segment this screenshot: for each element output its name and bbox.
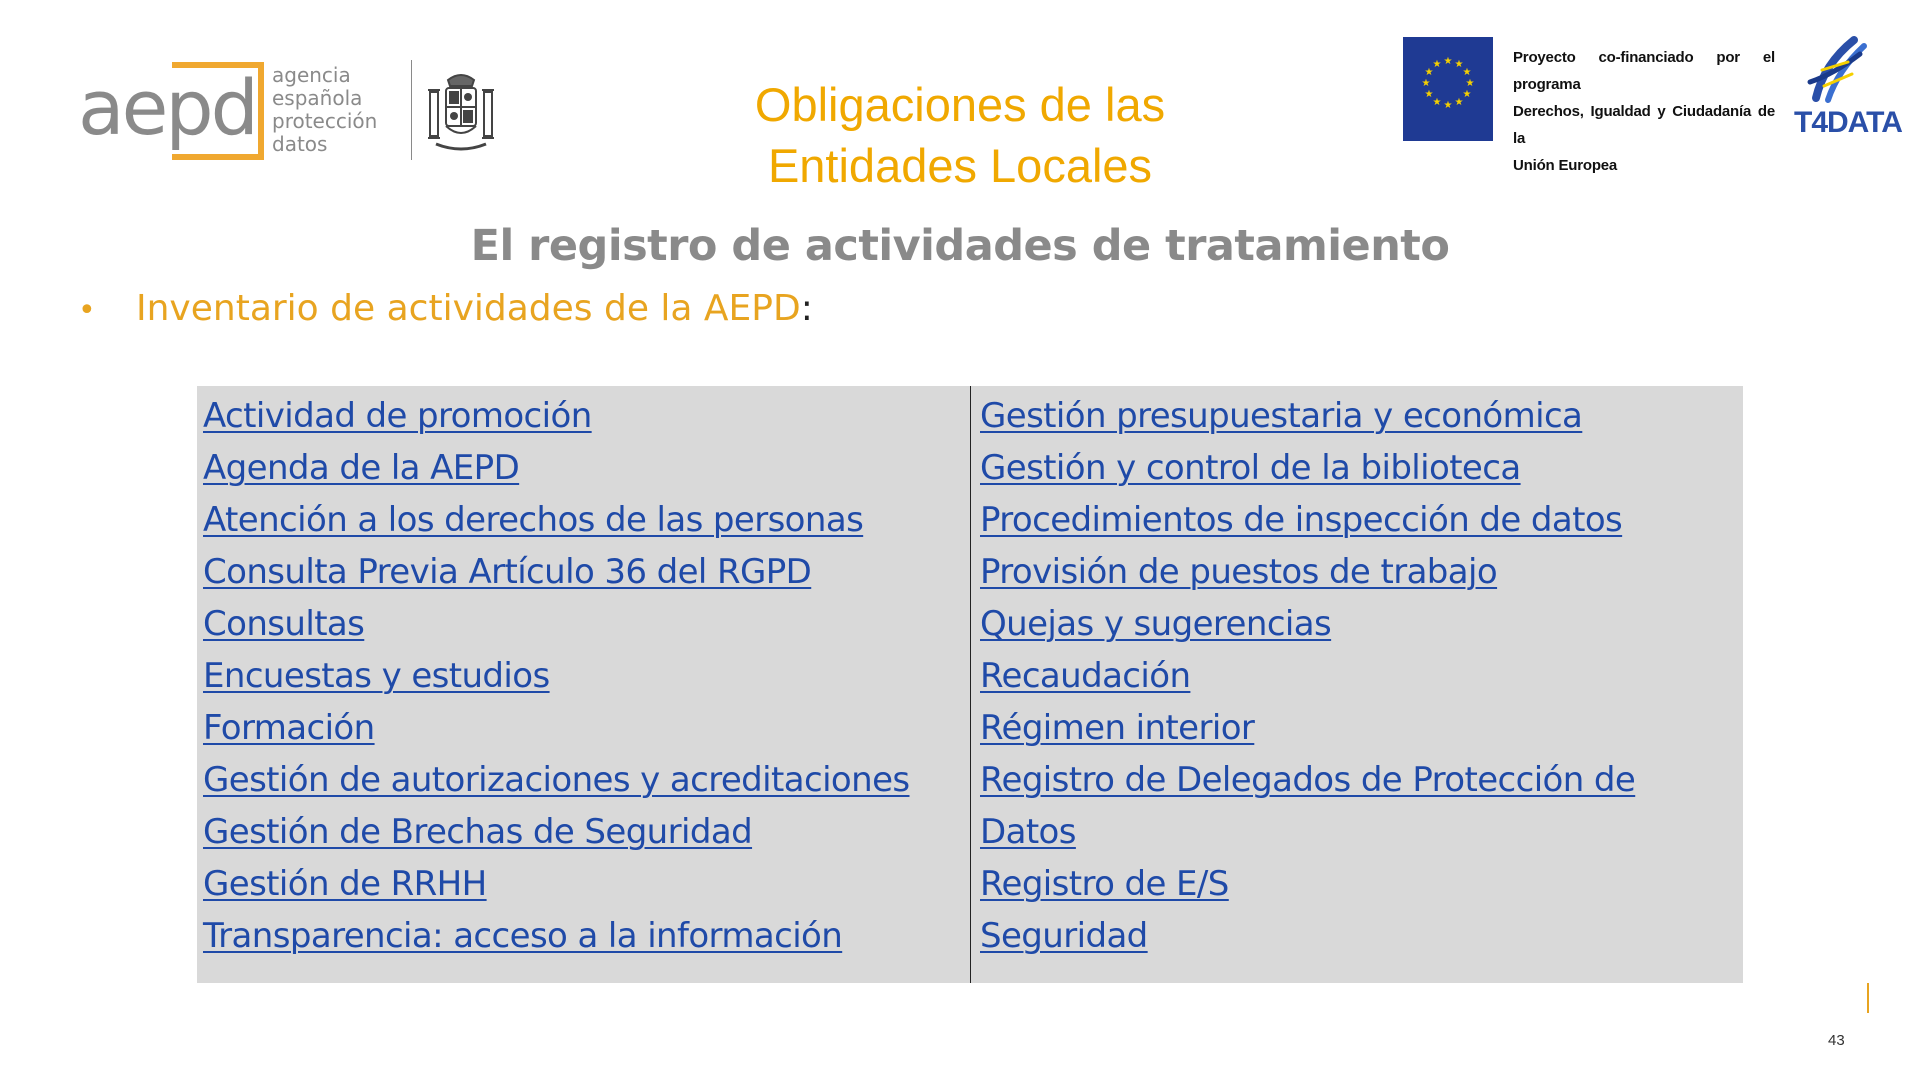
- svg-text:★: ★: [1454, 59, 1464, 70]
- activity-link[interactable]: Procedimientos de inspección de datos: [980, 500, 1623, 540]
- svg-text:★: ★: [1454, 97, 1464, 108]
- activity-link[interactable]: Recaudación: [980, 656, 1191, 696]
- t4data-logo: [1794, 34, 1902, 144]
- activity-link[interactable]: Régimen interior: [980, 708, 1255, 748]
- eu-flag-icon: [1403, 37, 1493, 141]
- activity-link[interactable]: Formación: [203, 708, 375, 748]
- aepd-logo-text-line: española: [272, 86, 363, 110]
- eu-notice-line: Derechos, Igualdad y Ciudadanía de la: [1513, 103, 1775, 147]
- svg-text:★: ★: [1462, 67, 1472, 78]
- activity-link[interactable]: Gestión de Brechas de Seguridad: [203, 812, 753, 852]
- t4data-logo-text: T4DATA: [1794, 106, 1902, 139]
- aepd-logo-text: [272, 64, 377, 156]
- aepd-logo-text-line: protección: [272, 109, 378, 133]
- svg-text:★: ★: [1443, 100, 1453, 111]
- svg-text:★: ★: [1443, 56, 1453, 67]
- svg-text:★: ★: [1432, 59, 1442, 70]
- activity-link[interactable]: Encuestas y estudios: [203, 656, 550, 696]
- aepd-logo: [78, 60, 508, 170]
- svg-text:★: ★: [1421, 78, 1431, 89]
- aepd-logo-mark: [78, 60, 278, 170]
- page-number: 43: [1828, 1032, 1845, 1049]
- activity-link[interactable]: Actividad de promoción: [203, 396, 592, 436]
- activities-right-column: [980, 390, 1740, 962]
- svg-text:★: ★: [1462, 89, 1472, 100]
- activity-link[interactable]: Gestión de autorizaciones y acreditaciones: [203, 760, 910, 800]
- aepd-logo-divider: [411, 60, 412, 160]
- eu-notice-line: Proyecto co-financiado por el programa: [1513, 49, 1775, 93]
- activity-link[interactable]: Provisión de puestos de trabajo: [980, 552, 1498, 592]
- activity-link[interactable]: Consulta Previa Artículo 36 del RGPD: [203, 552, 812, 592]
- activities-table: [197, 386, 1743, 983]
- column-divider: [970, 386, 971, 983]
- t4data-swirl-icon: [1794, 34, 1894, 114]
- activity-link[interactable]: Datos: [980, 812, 1076, 852]
- activity-link[interactable]: Gestión presupuestaria y económica: [980, 396, 1583, 436]
- activity-link[interactable]: Consultas: [203, 604, 365, 644]
- bullet-item: [78, 288, 813, 329]
- bullet-dot-icon: •: [78, 293, 96, 328]
- svg-text:★: ★: [1424, 89, 1434, 100]
- eu-cofinancing-notice: [1513, 44, 1775, 179]
- aepd-logo-text-line: datos: [272, 132, 328, 156]
- spain-coat-of-arms-icon: [426, 70, 496, 152]
- activity-link[interactable]: Agenda de la AEPD: [203, 448, 520, 488]
- activity-link[interactable]: Registro de E/S: [980, 864, 1229, 904]
- slide-heading: El registro de actividades de tratamiento: [470, 221, 1450, 271]
- svg-text:★: ★: [1424, 67, 1434, 78]
- activity-link[interactable]: Atención a los derechos de las personas: [203, 500, 864, 540]
- activity-link[interactable]: Seguridad: [980, 916, 1148, 956]
- activity-link[interactable]: Quejas y sugerencias: [980, 604, 1332, 644]
- activities-left-column: [203, 390, 965, 962]
- footer-accent-bar: [1867, 983, 1869, 1013]
- activity-link[interactable]: Gestión de RRHH: [203, 864, 487, 904]
- aepd-logo-text-line: agencia: [272, 63, 351, 87]
- bullet-text: Inventario de actividades de la AEPD: [136, 288, 801, 329]
- activity-link[interactable]: Transparencia: acceso a la información: [203, 916, 843, 956]
- eu-notice-line: Unión Europea: [1513, 157, 1618, 174]
- svg-text:★: ★: [1465, 78, 1475, 89]
- header-title: [700, 74, 1220, 196]
- header-title-line1: Obligaciones de las: [754, 78, 1166, 131]
- aepd-logo-wordmark: aepd: [78, 63, 256, 152]
- bullet-colon: :: [800, 288, 813, 329]
- header-title-line2: Entidades Locales: [767, 139, 1153, 192]
- activity-link[interactable]: Registro de Delegados de Protección de: [980, 760, 1636, 800]
- svg-text:★: ★: [1432, 97, 1442, 108]
- activity-link[interactable]: Gestión y control de la biblioteca: [980, 448, 1521, 488]
